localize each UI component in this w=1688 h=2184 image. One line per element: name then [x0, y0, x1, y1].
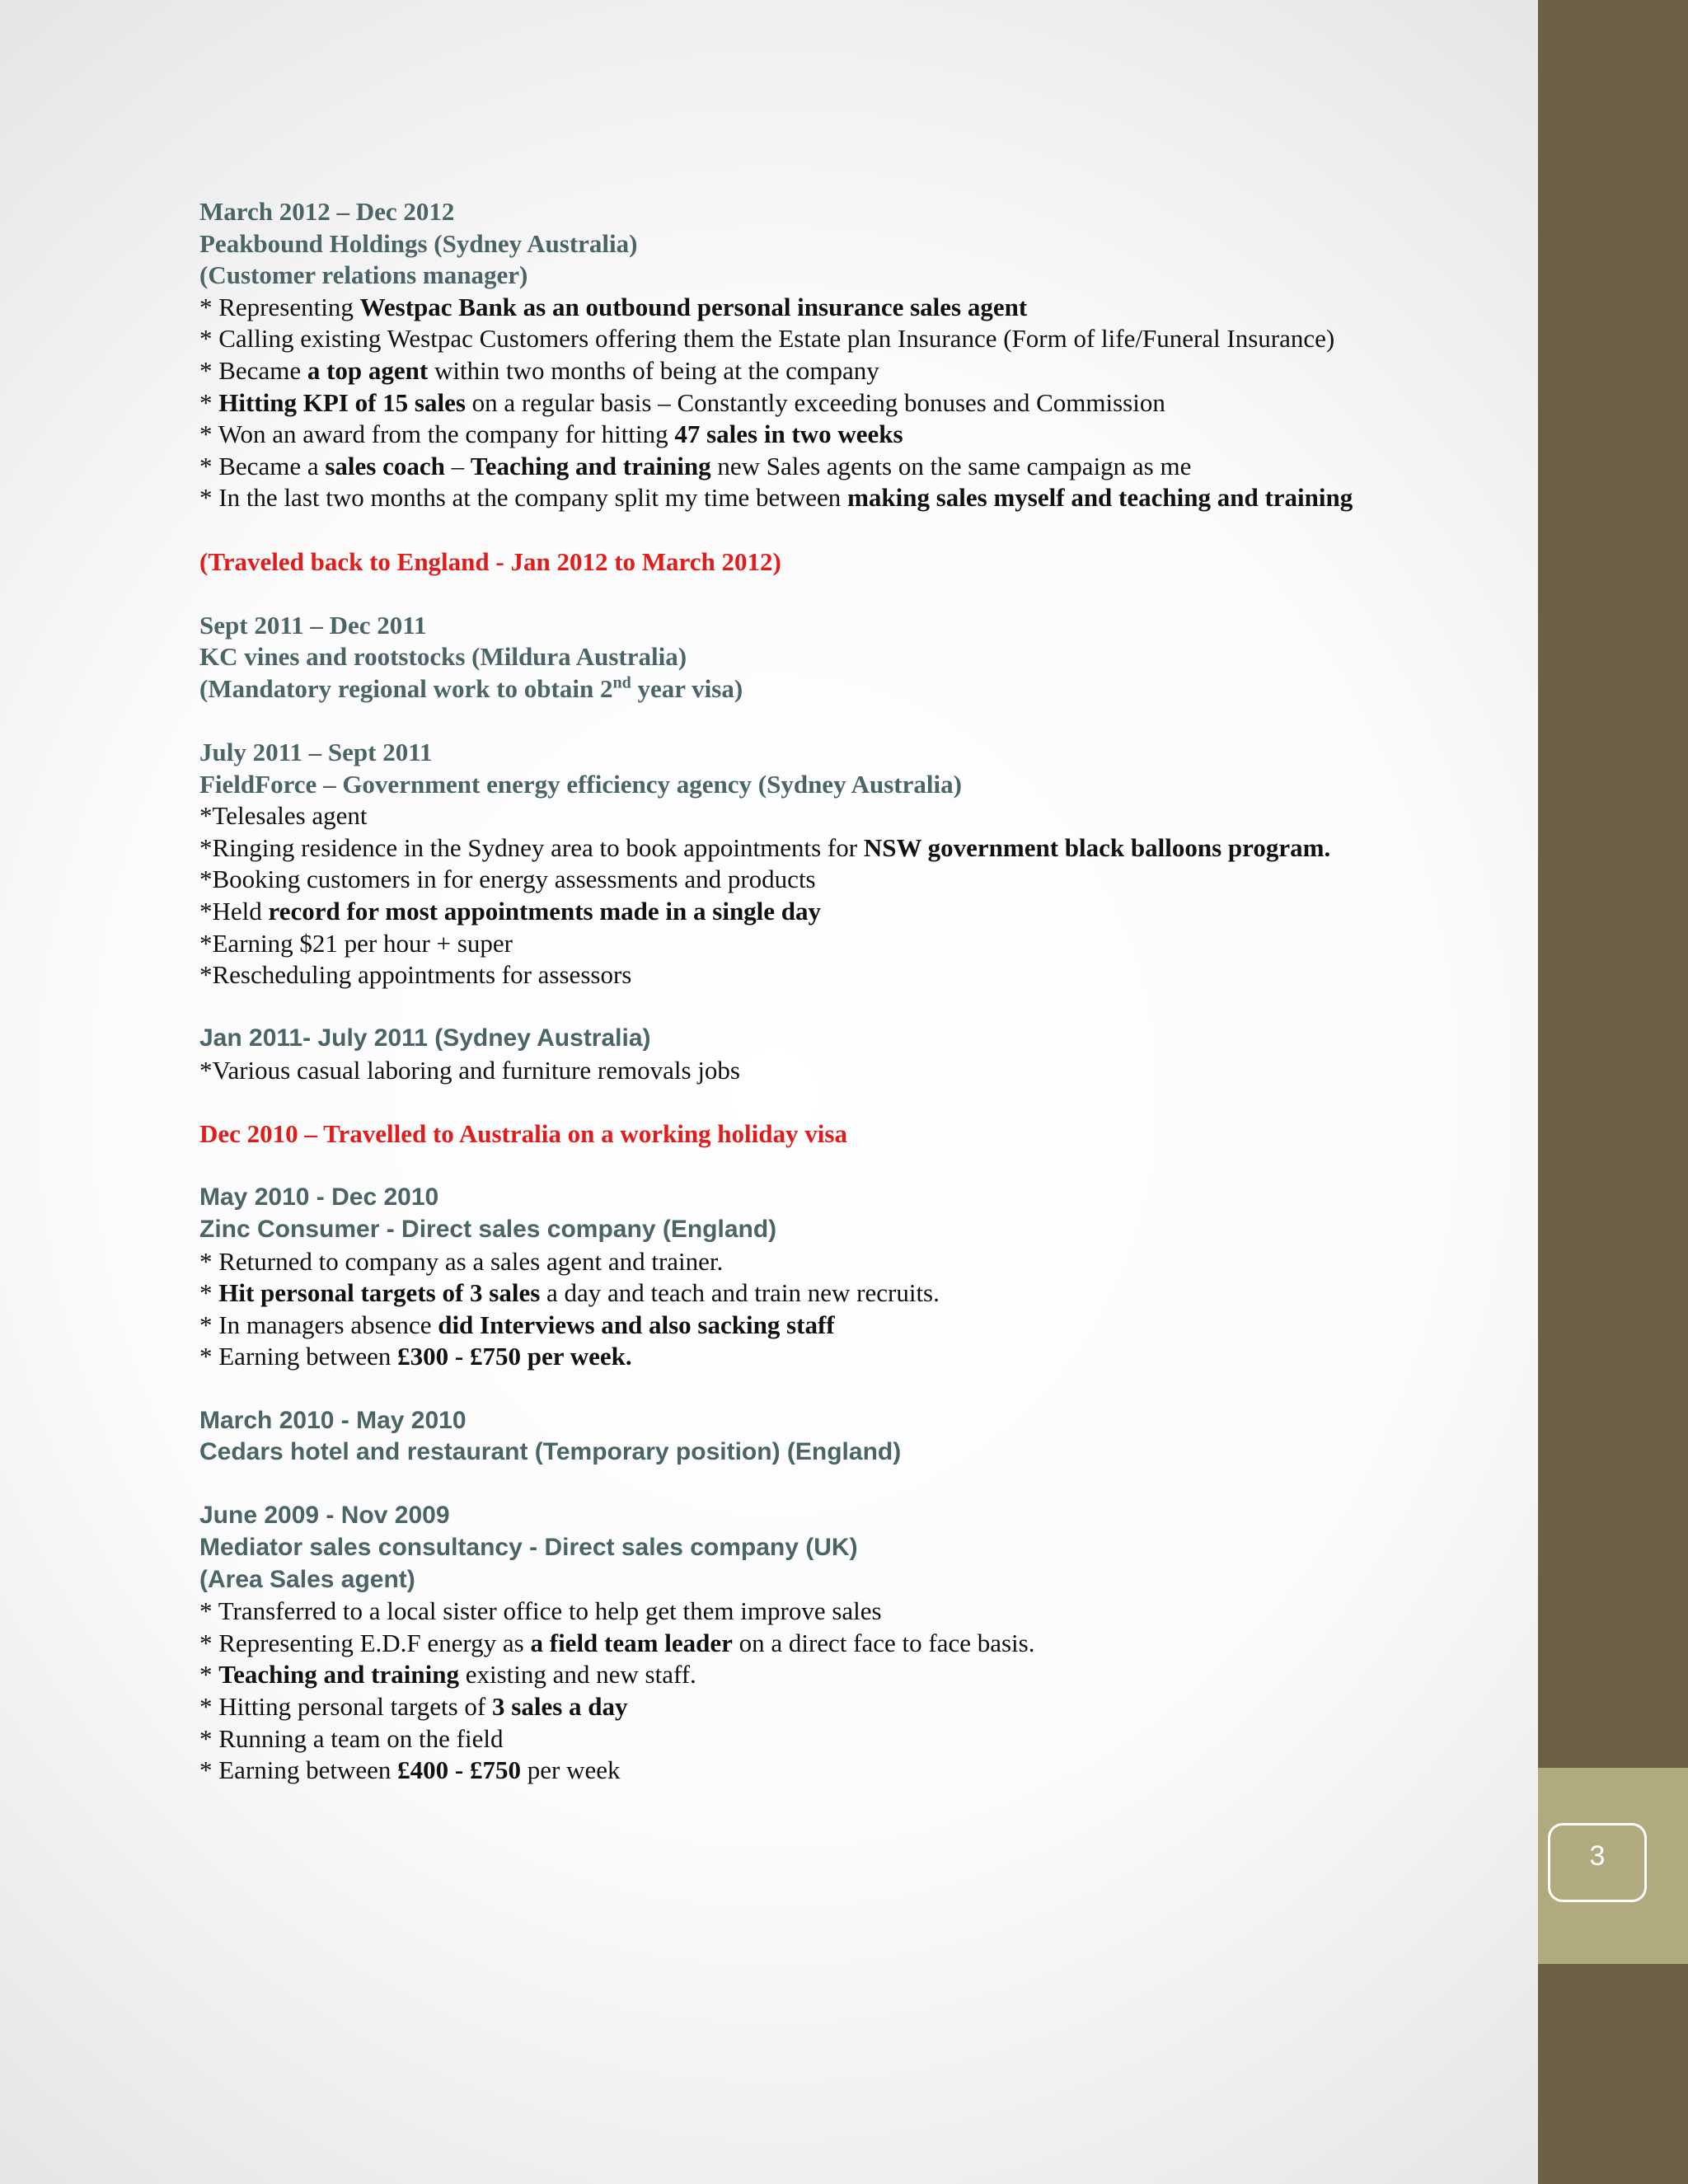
job-company: Cedars hotel and restaurant (Temporary position) (England) — [199, 1438, 902, 1466]
travel-note: Dec 2010 – Travelled to Australia on a working holiday visa — [199, 1119, 847, 1149]
resume-content — [199, 196, 1526, 1787]
job-company: Peakbound Holdings (Sydney Australia) — [199, 228, 638, 258]
bullet: * In managers absence did Interviews and also sacking staff — [199, 1310, 835, 1339]
page-number-frame — [1548, 1823, 1647, 1902]
job-mediator-sales — [199, 1500, 1526, 1786]
bullet: *Ringing residence in the Sydney area to book appointments for NSW government black balloons program. — [199, 832, 1331, 862]
job-dates: Sept 2011 – Dec 2011 — [199, 610, 427, 640]
bullet: * Earning between £300 - £750 per week. — [199, 1342, 632, 1371]
bullet: * Returned to company as a sales agent and trainer. — [199, 1246, 724, 1276]
job-cedars-hotel — [199, 1405, 1526, 1469]
bullet: * Calling existing Westpac Customers offering them the Estate plan Insurance (Form of life/Funeral Insurance) — [199, 324, 1335, 354]
job-company: Zinc Consumer - Direct sales company (England) — [199, 1216, 777, 1243]
bullet: * Representing Westpac Bank as an outbound personal insurance sales agent — [199, 292, 1028, 321]
bullet: *Earning $21 per hour + super — [199, 928, 513, 958]
job-company: Mediator sales consultancy - Direct sales company (UK) — [199, 1533, 858, 1561]
bullet: * Hitting KPI of 15 sales on a regular basis – Constantly exceeding bonuses and Commission — [199, 387, 1165, 417]
bullet: * Became a sales coach – Teaching and training new Sales agents on the same campaign as me — [199, 451, 1192, 480]
bullet: *Booking customers in for energy assessments and products — [199, 865, 816, 894]
job-dates: May 2010 - Dec 2010 — [199, 1183, 439, 1212]
bullet: * Hitting personal targets of 3 sales a day — [199, 1691, 628, 1721]
bullet: *Rescheduling appointments for assessors — [199, 960, 632, 990]
job-dates: Jan 2011- July 2011 (Sydney Australia) — [199, 1024, 651, 1052]
job-peakbound — [199, 196, 1526, 514]
job-casual-sydney — [199, 1023, 1526, 1086]
bullet: * Running a team on the field — [199, 1723, 504, 1753]
bullet: *Various casual laboring and furniture removals jobs — [199, 1056, 740, 1085]
job-role: (Customer relations manager) — [199, 260, 528, 290]
bullet: * Teaching and training existing and new staff. — [199, 1660, 696, 1690]
bullet: *Telesales agent — [199, 801, 368, 831]
job-dates: March 2012 – Dec 2012 — [199, 197, 455, 226]
job-role: (Mandatory regional work to obtain 2nd year visa) — [199, 673, 743, 703]
travel-note: (Traveled back to England - Jan 2012 to March 2012) — [199, 546, 781, 576]
bullet: * Representing E.D.F energy as a field team leader on a direct face to face basis. — [199, 1628, 1035, 1657]
job-fieldforce — [199, 737, 1526, 991]
page-number: 3 — [1589, 1840, 1606, 1872]
bullet: * Transferred to a local sister office to help get them improve sales — [199, 1596, 882, 1626]
bullet: * Hit personal targets of 3 sales a day and teach and train new recruits. — [199, 1278, 940, 1308]
job-dates: June 2009 - Nov 2009 — [199, 1502, 450, 1530]
bullet: * Earning between £400 - £750 per week — [199, 1755, 621, 1785]
job-company: KC vines and rootstocks (Mildura Australia) — [199, 642, 687, 672]
job-zinc-consumer — [199, 1182, 1526, 1373]
job-kc-vines — [199, 610, 1526, 705]
bullet: * Became a top agent within two months of being at the company — [199, 355, 879, 385]
job-dates: July 2011 – Sept 2011 — [199, 738, 433, 767]
job-role: (Area Sales agent) — [199, 1565, 415, 1593]
bullet: * In the last two months at the company split my time between making sales myself and teaching and training — [199, 483, 1353, 513]
bullet: * Won an award from the company for hitting 47 sales in two weeks — [199, 419, 903, 449]
job-dates: March 2010 - May 2010 — [199, 1406, 467, 1434]
job-company: FieldForce – Government energy efficiency agency (Sydney Australia) — [199, 769, 962, 799]
bullet: *Held record for most appointments made in a single day — [199, 897, 822, 926]
